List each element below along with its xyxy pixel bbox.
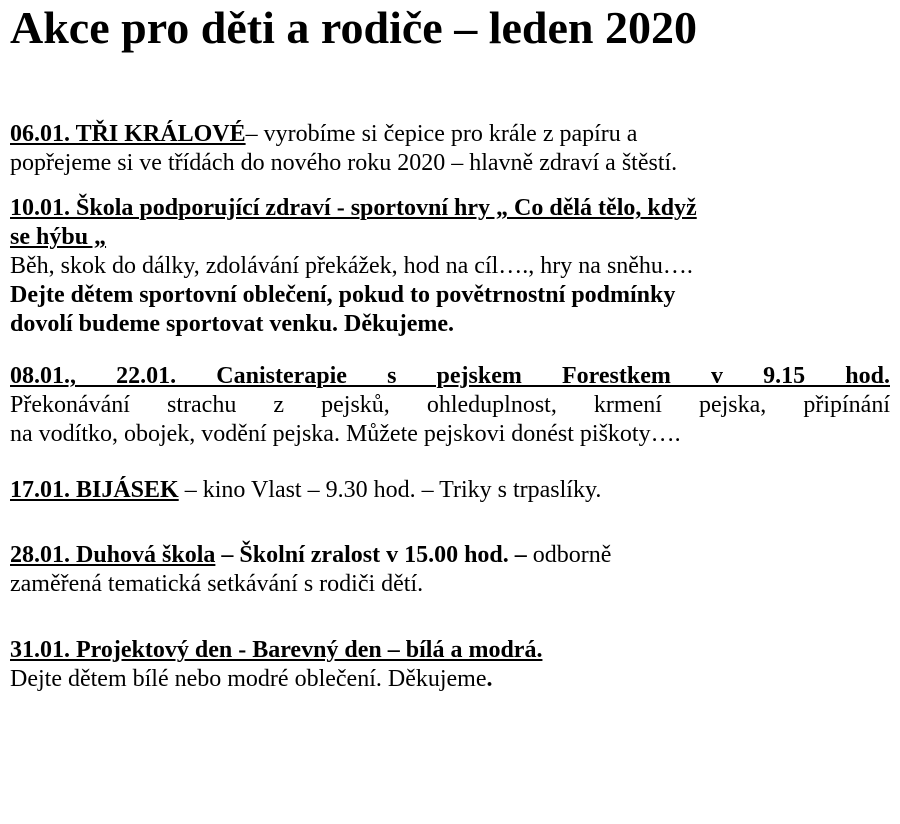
event-bold-text: – Školní zralost v 15.00 hod. – (215, 542, 527, 568)
event-text: – kino Vlast – 9.30 hod. – Triky s trpaslíky. (178, 477, 602, 503)
event-heading: 31.01. Projektový den - Barevný den – bílá a modrá. (10, 637, 543, 663)
page-title: Akce pro děti a rodiče – leden 2020 (10, 2, 697, 53)
event-line (10, 120, 890, 149)
event-line (10, 541, 890, 570)
event-heading: 08.01., 22.01. Canisterapie s pejskem Forestkem v 9.15 hod. (10, 363, 890, 389)
event-text: na vodítko, obojek, vodění pejska. Můžete pejskovi donést piškoty…. (10, 421, 681, 447)
event-canisterapie (10, 362, 890, 449)
event-text: zaměřená tematická setkávání s rodiči dětí. (10, 571, 424, 597)
event-heading: 10.01. Škola podporující zdraví - sportovní hry „ Co dělá tělo, když (10, 195, 697, 221)
event-bijasek (10, 476, 890, 505)
event-duhova-skola (10, 541, 890, 599)
event-note: dovolí budeme sportovat venku. Děkujeme. (10, 311, 455, 337)
event-skola-podporujici-zdravi (10, 194, 890, 339)
event-line (10, 476, 890, 505)
event-heading: 06.01. TŘI KRÁLOVÉ (10, 121, 246, 147)
event-text: odborně (526, 542, 612, 568)
event-text: popřejeme si ve třídách do nového roku 2020 – hlavně zdraví a štěstí. (10, 150, 678, 176)
event-text: Běh, skok do dálky, zdolávání překážek, hod na cíl…., hry na sněhu…. (10, 253, 693, 279)
event-heading: 28.01. Duhová škola (10, 542, 216, 568)
event-text: Dejte dětem bílé nebo modré oblečení. Děkujeme (10, 666, 487, 692)
event-line (10, 636, 890, 665)
event-line (10, 665, 890, 694)
event-note: Dejte dětem sportovní oblečení, pokud to povětrnostní podmínky (10, 282, 676, 308)
document-page (0, 2, 900, 824)
event-projektovy-den (10, 636, 890, 694)
event-text: – vyrobíme si čepice pro krále z papíru a (245, 121, 638, 147)
event-text-end: . (486, 666, 493, 692)
event-heading-continued: se hýbu „ (10, 224, 107, 250)
event-tri-kralove (10, 120, 890, 178)
event-heading: 17.01. BIJÁSEK (10, 477, 179, 503)
event-text: Překonávání strachu z pejsků, ohleduplnost, krmení pejska, připínání (10, 392, 890, 418)
